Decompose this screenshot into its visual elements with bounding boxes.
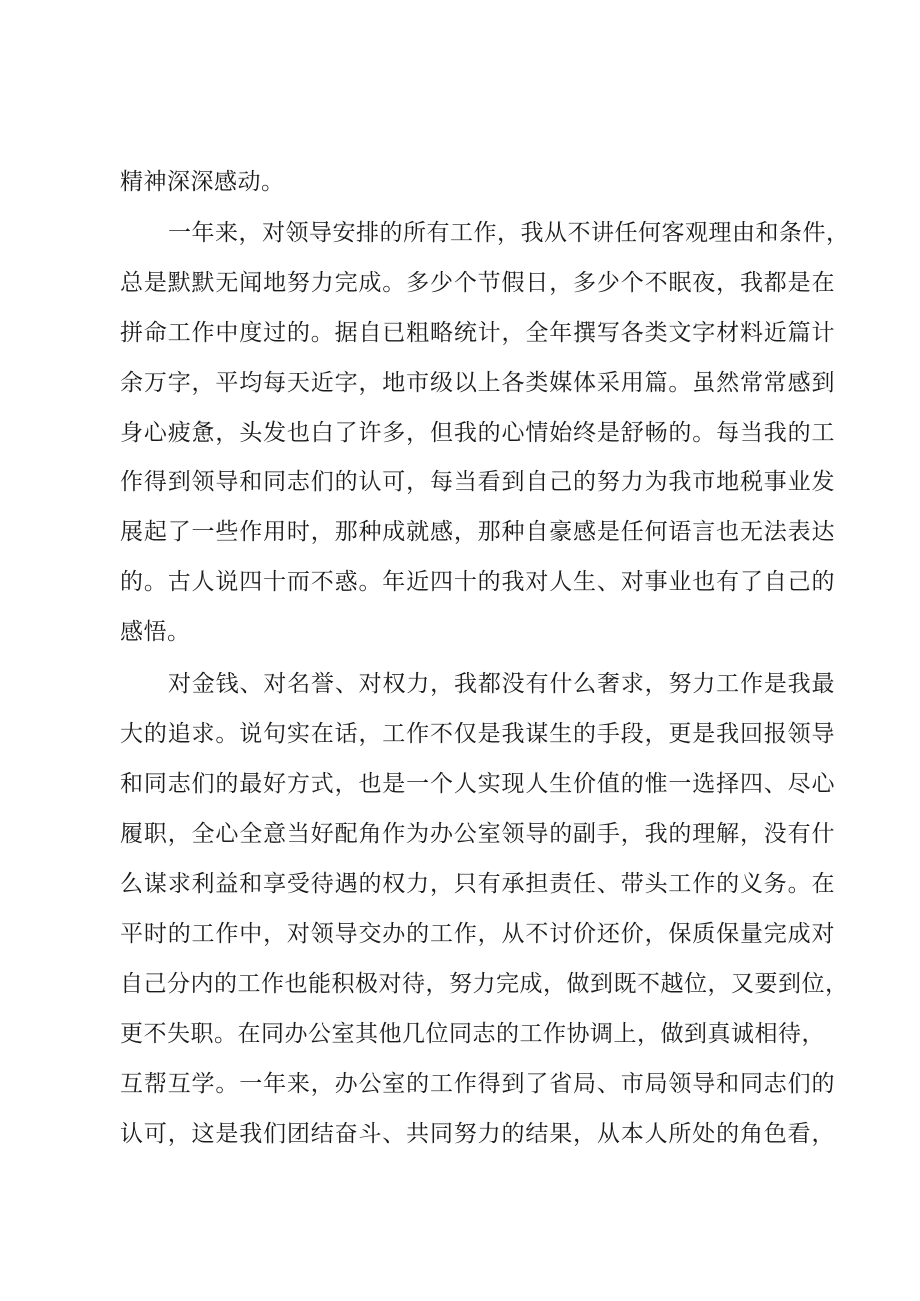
text-line: 总是默默无闻地努力完成。多少个节假日，多少个不眠夜，我都是在 — [120, 270, 835, 296]
text-line: 更不失职。在同办公室其他几位同志的工作协调上，做到真诚相待， — [120, 1021, 825, 1047]
text-line: 精神深深感动。 — [120, 169, 285, 195]
text-line: 余万字，平均每天近字，地市级以上各类媒体采用篇。虽然常常感到 — [120, 370, 835, 396]
text-line: 作得到领导和同志们的认可，每当看到自己的努力为我市地税事业发 — [120, 469, 835, 495]
paragraph-start-line: 对金钱、对名誉、对权力，我都没有什么奢求，努力工作是我最 — [168, 671, 835, 697]
text-line: 身心疲惫，头发也白了许多，但我的心情始终是舒畅的。每当我的工 — [120, 420, 835, 446]
text-line: 大的追求。说句实在话，工作不仅是我谋生的手段，更是我回报领导 — [120, 721, 835, 747]
text-line: 展起了一些作用时，那种成就感，那种自豪感是任何语言也无法表达 — [120, 519, 835, 545]
text-line: 互帮互学。一年来，办公室的工作得到了省局、市局领导和同志们的 — [120, 1071, 835, 1097]
text-line: 的。古人说四十而不惑。年近四十的我对人生、对事业也有了自己的 — [120, 569, 835, 595]
text-line: 和同志们的最好方式，也是一个人实现人生价值的惟一选择四、尽心 — [120, 771, 835, 797]
paragraph-start-line: 一年来，对领导安排的所有工作，我从不讲任何客观理由和条件， — [168, 220, 850, 246]
text-line: 平时的工作中，对领导交办的工作，从不讨价还价，保质保量完成对 — [120, 921, 835, 947]
text-line: 自己分内的工作也能积极对待，努力完成，做到既不越位，又要到位， — [120, 971, 849, 997]
text-line: 认可，这是我们团结奋斗、共同努力的结果，从本人所处的角色看， — [120, 1121, 835, 1147]
text-line: 履职，全心全意当好配角作为办公室领导的副手，我的理解，没有什 — [120, 821, 835, 847]
text-line: 感悟。 — [120, 619, 191, 645]
text-line: 么谋求利益和享受待遇的权力，只有承担责任、带头工作的义务。在 — [120, 871, 835, 897]
text-line: 拼命工作中度过的。据自已粗略统计，全年撰写各类文字材料近篇计 — [120, 320, 835, 346]
